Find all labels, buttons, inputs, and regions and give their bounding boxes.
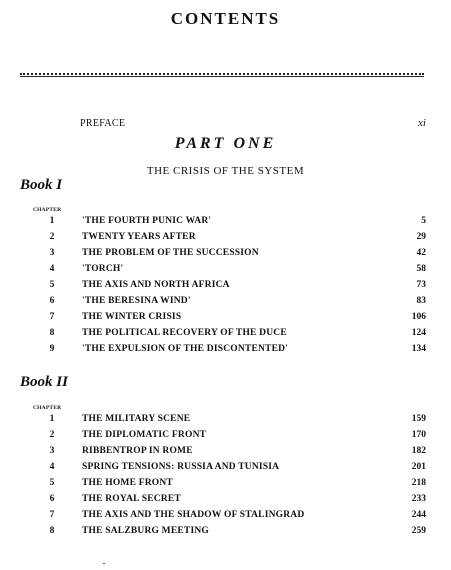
toc-entry xyxy=(0,430,451,446)
part-title: PART ONE xyxy=(174,135,277,152)
decorative-rule xyxy=(20,73,424,75)
chapter-title: TWENTY YEARS AFTER xyxy=(82,232,196,242)
chapter-page: 106 xyxy=(411,312,426,322)
chapter-page: 29 xyxy=(416,232,426,242)
chapter-page: 218 xyxy=(411,478,426,488)
toc-entry xyxy=(0,248,451,264)
toc-entry xyxy=(0,216,451,232)
chapter-number: 1 xyxy=(49,414,55,424)
book-title: Book II xyxy=(20,374,68,390)
toc-entry xyxy=(0,328,451,344)
toc-entry xyxy=(0,462,451,478)
toc-entry xyxy=(0,414,451,430)
book-title: Book I xyxy=(20,177,63,193)
chapter-page: 170 xyxy=(411,430,426,440)
chapter-title: THE HOME FRONT xyxy=(82,478,173,488)
chapter-page: 5 xyxy=(421,216,426,226)
decorative-rule-line xyxy=(20,76,424,77)
chapter-title: THE PROBLEM OF THE SUCCESSION xyxy=(82,248,259,258)
chapter-page: 159 xyxy=(411,414,426,424)
chapter-number: 6 xyxy=(49,494,55,504)
toc-entry xyxy=(0,510,451,526)
toc-entry xyxy=(0,344,451,360)
chapter-number: 1 xyxy=(49,216,55,226)
preface-label: PREFACE xyxy=(80,118,126,129)
chapter-title: THE MILITARY SCENE xyxy=(82,414,191,424)
chapter-number: 3 xyxy=(49,446,55,456)
chapter-number: 3 xyxy=(49,248,55,258)
contents-heading: CONTENTS xyxy=(170,9,281,28)
chapter-title: THE POLITICAL RECOVERY OF THE DUCE xyxy=(82,328,287,338)
chapter-title: THE SALZBURG MEETING xyxy=(82,526,209,536)
chapter-title: 'TORCH' xyxy=(82,264,124,274)
toc-entry xyxy=(0,526,451,542)
toc-entry xyxy=(0,494,451,510)
chapter-number: 2 xyxy=(49,232,55,242)
chapter-title: THE ROYAL SECRET xyxy=(82,494,181,504)
chapter-page: 244 xyxy=(411,510,426,520)
chapter-page: 73 xyxy=(416,280,426,290)
toc-entry xyxy=(0,232,451,248)
toc-entry xyxy=(0,446,451,462)
chapter-number: 7 xyxy=(49,312,55,322)
chapter-page: 83 xyxy=(416,296,426,306)
chapter-number: 8 xyxy=(49,328,55,338)
preface-page: xi xyxy=(418,117,426,129)
chapter-number: 9 xyxy=(49,344,55,354)
chapter-page: 58 xyxy=(416,264,426,274)
toc-entry xyxy=(0,264,451,280)
chapter-title: 'THE FOURTH PUNIC WAR' xyxy=(82,216,212,226)
chapter-number: 4 xyxy=(49,462,55,472)
chapter-title: THE WINTER CRISIS xyxy=(82,312,182,322)
chapter-number: 8 xyxy=(49,526,55,536)
chapter-title: 'THE EXPULSION OF THE DISCONTENTED' xyxy=(82,344,289,354)
chapter-number: 5 xyxy=(49,478,55,488)
chapter-title: THE AXIS AND THE SHADOW OF STALINGRAD xyxy=(82,510,305,520)
chapter-title: 'THE BERESINA WIND' xyxy=(82,296,191,306)
chapter-page: 124 xyxy=(411,328,426,338)
chapter-number: 2 xyxy=(49,430,55,440)
chapter-title: THE DIPLOMATIC FRONT xyxy=(82,430,207,440)
toc-entry xyxy=(0,478,451,494)
toc-entry xyxy=(0,296,451,312)
chapter-page: 201 xyxy=(411,462,426,472)
chapter-number: 6 xyxy=(49,296,55,306)
chapter-page: 233 xyxy=(411,494,426,504)
toc-entry xyxy=(0,280,451,296)
chapter-column-label: CHAPTER xyxy=(33,405,62,411)
chapter-number: 5 xyxy=(49,280,55,290)
chapter-number: 7 xyxy=(49,510,55,520)
chapter-title: SPRING TENSIONS: RUSSIA AND TUNISIA xyxy=(82,462,280,472)
toc-entry xyxy=(0,312,451,328)
print-speck xyxy=(103,563,105,564)
part-subtitle: THE CRISIS OF THE SYSTEM xyxy=(146,165,305,177)
chapter-title: THE AXIS AND NORTH AFRICA xyxy=(82,280,230,290)
chapter-title: RIBBENTROP IN ROME xyxy=(82,446,193,456)
chapter-number: 4 xyxy=(49,264,55,274)
chapter-page: 42 xyxy=(416,248,426,258)
chapter-column-label: CHAPTER xyxy=(33,207,62,213)
chapter-page: 259 xyxy=(411,526,426,536)
chapter-page: 134 xyxy=(411,344,426,354)
chapter-page: 182 xyxy=(411,446,426,456)
